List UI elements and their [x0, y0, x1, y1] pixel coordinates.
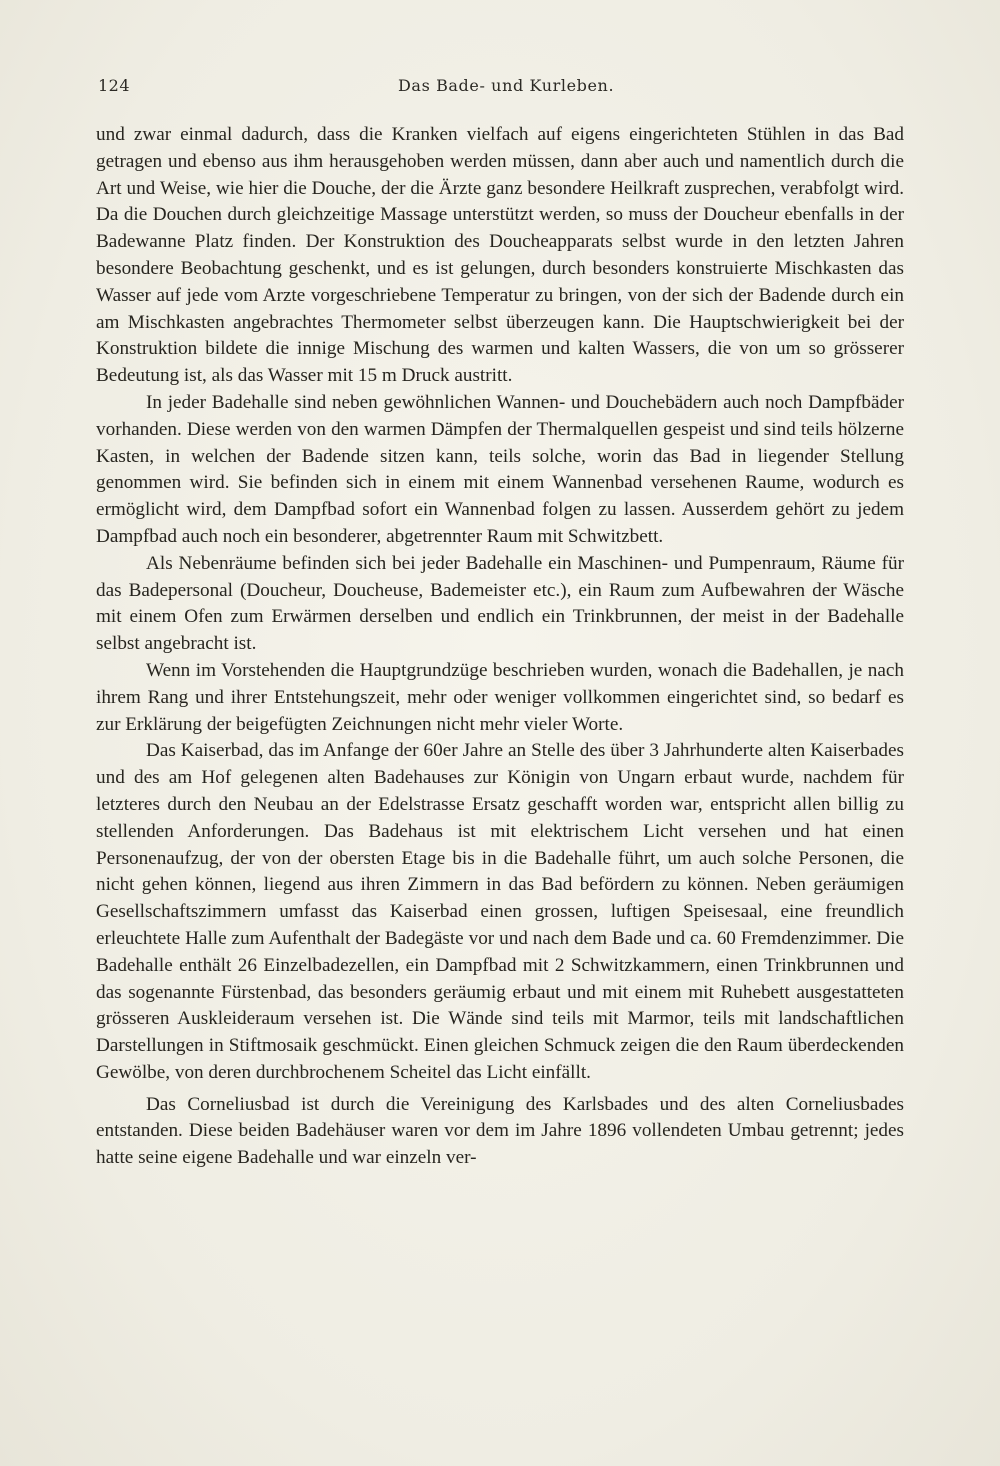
paragraph: In jeder Badehalle sind neben gewöhnlichen Wannen- und Douchebädern auch noch Dampfbäder vorhanden. Diese werden von den warmen Dämpfen der Thermalquellen gespeist und sind teils hölzerne Kasten, in welchen der Badende sitzen kann, teils solche, worin das Bad in liegender Stellung genommen wird. Sie befinden sich in einem mit einem Wannenbad versehenen Raume, wodurch es ermöglicht wird, dem Dampfbad sofort ein Wannenbad folgen zu lassen. Ausserdem gehört zu jedem Dampfbad auch noch ein besonderer, abgetrennter Raum mit Schwitzbett. [96, 391, 904, 547]
paragraph: Das Kaiserbad, das im Anfange der 60er Jahre an Stelle des über 3 Jahrhunderte alten Kaiserbades und des am Hof gelegenen alten Badehauses zur Königin von Ungarn erbaut wurde, nachdem für letzteres durch den Neubau an der Edelstrasse Ersatz geschafft worden war, entspricht allen billig zu stellenden Anforderungen. Das Badehaus ist mit elektrischem Licht versehen und hat einen Personenaufzug, der von der obersten Etage bis in die Badehalle führt, um auch solche Personen, die nicht gehen können, liegend aus ihren Zimmern in das Bad befördern zu können. Neben geräumigen Gesellschaftszimmern umfasst das Kaiserbad einen grossen, luftigen Speisesaal, eine freundlich erleuchtete Halle zum Aufenthalt der Badegäste vor und nach dem Bade und ca. 60 Fremdenzimmer. Die Badehalle enthält 26 Einzelbadezellen, ein Dampfbad mit 2 Schwitzkammern, einen Trinkbrunnen und das sogenannte Fürstenbad, das besonders geräumig erbaut und mit einem mit Ruhebett ausgestatteten grösseren Auskleideraum versehen ist. Die Wände sind teils mit Marmor, teils mit landschaftlichen Darstellungen in Stiftmosaik geschmückt. Einen gleichen Schmuck zeigen die den Raum überdeckenden Gewölbe, von deren durchbrochenem Scheitel das Licht einfällt. [96, 740, 904, 1083]
paragraph: Das Corneliusbad ist durch die Vereinigung des Karlsbades und des alten Corneliusbades entstanden. Diese beiden Badehäuser waren vor dem im Jahre 1896 vollendeten Umbau getrennt; jedes hatte seine eigene Badehalle und war einzeln ver- [96, 1093, 904, 1169]
paragraph: Als Nebenräume befinden sich bei jeder Badehalle ein Maschinen- und Pumpenraum, Räume für das Badepersonal (Doucheur, Doucheuse, Bademeister etc.), ein Raum zum Aufbewahren der Wäsche mit einem Ofen zum Erwärmen derselben und endlich ein Trinkbrunnen, der meist in der Badehalle selbst angebracht ist. [96, 552, 904, 655]
paragraph: Wenn im Vorstehenden die Hauptgrundzüge beschrieben wurden, wonach die Badehallen, je nach ihrem Rang und ihrer Entstehungszeit, mehr oder weniger vollkommen eingerichtet sind, so bedarf es zur Erklärung der beigefügten Zeichnungen nicht mehr vieler Worte. [96, 659, 904, 735]
body-text [96, 122, 904, 1172]
running-title: Das Bade- und Kurleben. [398, 76, 615, 95]
paragraph: und zwar einmal dadurch, dass die Kranken vielfach auf eigens eingerichteten Stühlen in das Bad getragen und ebenso aus ihm herausgehoben werden müssen, dann aber auch und namentlich durch die Art und Weise, wie hier die Douche, der die Ärzte ganz besondere Heilkraft zusprechen, verabfolgt wird. Da die Douchen durch gleichzeitige Massage unterstützt werden, so muss der Doucheur ebenfalls in der Badewanne Platz finden. Der Konstruktion des Doucheapparats selbst wurde in den letzten Jahren besondere Beobachtung geschenkt, und es ist gelungen, durch besonders konstruierte Mischkasten das Wasser auf jede vom Arzte vorgeschriebene Temperatur zu bringen, von der sich der Badende durch ein am Mischkasten angebrachtes Thermometer selbst überzeugen kann. Die Hauptschwierigkeit bei der Konstruktion bildete die innige Mischung des warmen und kalten Wassers, die von um so grösserer Bedeutung ist, als das Wasser mit 15 m Druck austritt. [96, 124, 904, 387]
running-head [98, 76, 908, 102]
page-number: 124 [98, 76, 131, 95]
